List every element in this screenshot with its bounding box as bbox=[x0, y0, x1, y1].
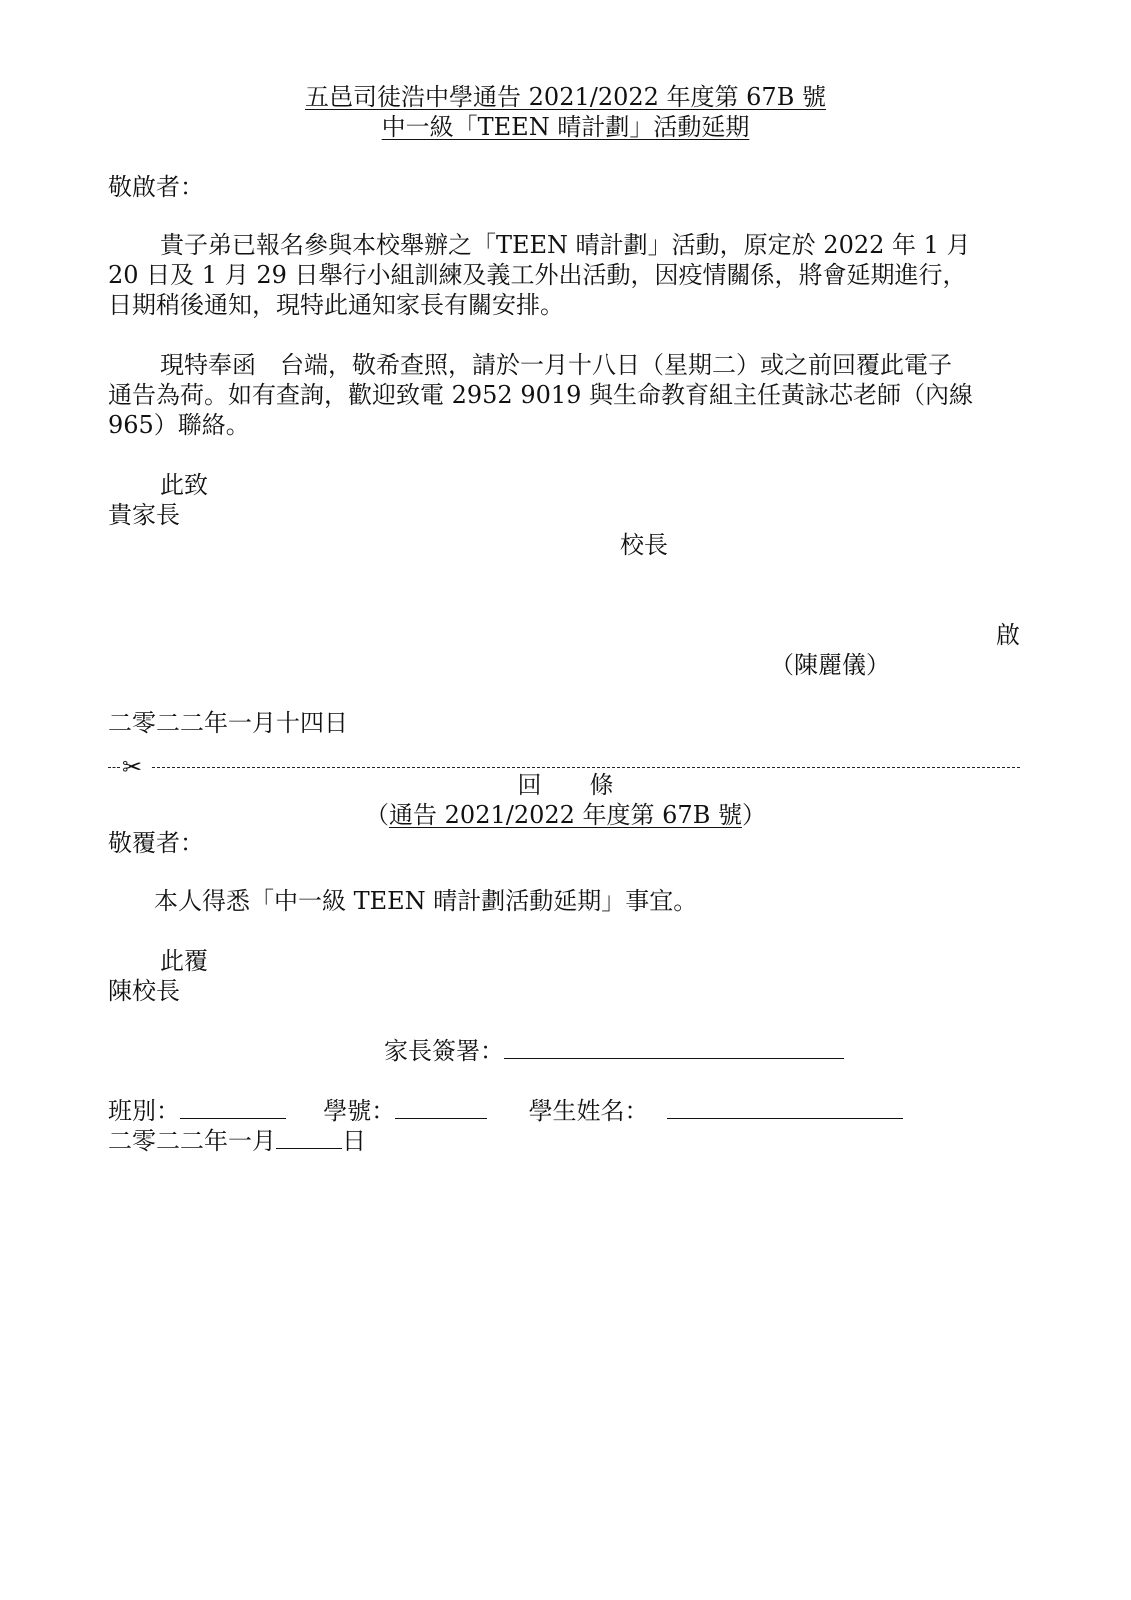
reply-reference bbox=[0, 800, 1131, 830]
cut-line-dash-right bbox=[152, 767, 1020, 768]
parent-signature-label: 家長簽署： bbox=[384, 1037, 504, 1065]
parent-signature-field[interactable] bbox=[504, 1036, 844, 1059]
principal-name: （陳麗儀） bbox=[770, 651, 890, 679]
student-name-label: 學生姓名： bbox=[528, 1097, 649, 1125]
class-label: 班別： bbox=[108, 1097, 180, 1125]
paragraph1-line3: 日期稍後通知，現特此通知家長有關安排。 bbox=[108, 291, 564, 319]
notice-subtitle: 中一級「TEEN 晴計劃」活動延期 bbox=[381, 113, 750, 141]
notice-date: 二零二二年一月十四日 bbox=[108, 709, 348, 737]
signoff: 啟 bbox=[996, 621, 1020, 649]
paragraph1-line1: 貴子弟已報名參與本校舉辦之「TEEN 晴計劃」活動，原定於 2022 年 1 月 bbox=[160, 231, 971, 259]
notice-title: 五邑司徒浩中學通告 2021/2022 年度第 67B 號 bbox=[305, 83, 826, 111]
reply-day-field[interactable] bbox=[276, 1126, 342, 1149]
reply-ref-text: 通告 2021/2022 年度第 67B 號 bbox=[389, 801, 742, 829]
paragraph2-line3: 965）聯絡。 bbox=[108, 411, 250, 439]
student-no-field[interactable] bbox=[395, 1096, 487, 1119]
paragraph2-line2: 通告為荷。如有查詢，歡迎致電 2952 9019 與生命教育組主任黃詠芯老師（內線 bbox=[108, 381, 974, 409]
student-name-field[interactable] bbox=[667, 1096, 903, 1119]
cut-line-dash-left bbox=[108, 767, 120, 768]
reply-ref-open: （ bbox=[365, 801, 390, 829]
reply-body: 本人得悉「中一級 TEEN 晴計劃活動延期」事宜。 bbox=[154, 887, 698, 915]
addressee: 貴家長 bbox=[108, 501, 180, 529]
reply-date-row bbox=[108, 1126, 366, 1156]
student-info-row bbox=[108, 1096, 903, 1126]
reply-closing: 此覆 bbox=[160, 947, 208, 975]
paragraph1-line2: 20 日及 1 月 29 日舉行小組訓練及義工外出活動，因疫情關係，將會延期進行， bbox=[108, 261, 967, 289]
reply-date-suffix: 日 bbox=[342, 1127, 366, 1155]
reply-date-prefix: 二零二二年一月 bbox=[108, 1127, 276, 1155]
principal-label: 校長 bbox=[620, 531, 668, 559]
closing: 此致 bbox=[160, 471, 208, 499]
reply-salutation: 敬覆者： bbox=[108, 829, 204, 857]
paragraph2-line1: 現特奉函 台端，敬希查照，請於一月十八日（星期二）或之前回覆此電子 bbox=[160, 351, 952, 379]
class-field[interactable] bbox=[180, 1096, 286, 1119]
parent-signature-row bbox=[384, 1036, 844, 1066]
reply-addressee: 陳校長 bbox=[108, 977, 180, 1005]
salutation: 敬啟者： bbox=[108, 173, 204, 201]
reply-heading: 回 條 bbox=[517, 771, 614, 799]
reply-ref-close: ） bbox=[741, 801, 766, 829]
student-no-label: 學號： bbox=[323, 1097, 396, 1125]
scissors-icon: ✂ bbox=[122, 753, 143, 781]
